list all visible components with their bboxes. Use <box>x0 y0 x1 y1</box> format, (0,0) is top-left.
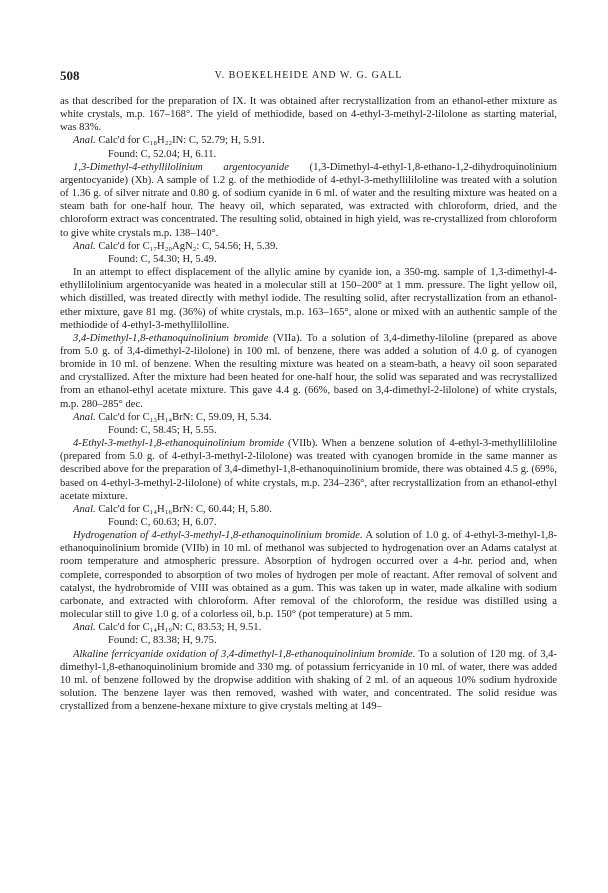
procedure-title: 4-Ethyl-3-methyl-1,8-ethanoquinolinium bromide <box>73 438 285 450</box>
analysis-calc: Anal. Calc'd for C₁₄H₁₆BrN: C, 60.44; H, 5.80. <box>73 503 272 515</box>
analysis-found: Found: C, 54.30; H, 5.49. <box>108 253 217 265</box>
analysis-calc: Anal. Calc'd for C₁₇H₂₀AgN₂: C, 54.56; H, 5.39. <box>73 240 278 252</box>
analysis-found: Found: C, 52.04; H, 6.11. <box>108 148 217 160</box>
analysis-found: Found: C, 58.45; H, 5.55. <box>108 424 217 436</box>
analysis-found: Found: C, 60.63; H, 6.07. <box>108 517 217 528</box>
body-text <box>60 95 557 713</box>
procedure-title: Hydrogenation of 4-ethyl-3-methyl-1,8-ethanoquinolinium bromide. <box>73 530 363 542</box>
procedure-paragraph: 3,4-Dimethyl-1,8-ethanoquinolinium bromide (VIIa). To a solution of 3,4-dimethy-liloline (prepared as above from 5.0 g. of 3,4-dimethyl-2-lilolone) in 100 ml. of benzene, there was added a solution of 4.0 g. of cyanogen bromide in 10 ml. of benzene. When the resulting mixture was heated on a steam-bath, a heavy oil soon separated and crystallized. After the mixture had been heated for one-half hour, the solid was separated and was recrystallized from an ethanol-ethyl acetate mixture. This gave 4.4 g. (66%, based on 3,4-dimethyl-2-lilolone) of white crystals, m.p. 280–285° dec. <box>60 332 557 410</box>
running-head: V. BOEKELHEIDE AND W. G. GALL <box>214 70 403 81</box>
analysis-found: Found: C, 83.38; H, 9.75. <box>108 635 217 647</box>
paragraph-continued: as that described for the preparation of IX. It was obtained after recrystallization from an ethanol-ether mixture as white crystals, m.p. 167–168°. The yield of methiodide, based on 4-ethyl-3-methyl-2-lilolone as starting material, was 83%. <box>60 96 557 134</box>
analysis-calc: Anal. Calc'd for C₁₈H₂₂IN: C, 52.79; H, 5.91. <box>73 135 265 147</box>
procedure-paragraph: 1,3-Dimethyl-4-ethyllilolinium argentocyanide (1,3-Dimethyl-4-ethyl-1,8-ethano-1,2-dihydroquinolinium argentocyanide) (Xb). A sample of 1.2 g. of the methiodide of 4-ethyl-3-methyllililoline was treated with a solution of 1.36 g. of silver nitrate and 0.80 g. of sodium cyanide in 6 ml. of water and the resulting mixture was heated on a steam bath for one-half hour. The heavy oil, which separated, was extracted with chloroform, dried, and the chloroform extract was concentrated. The resulting solid, obtained in high yield, was re-crystallized from chloroform to give white crystals m.p. 138–140°. <box>60 161 557 239</box>
procedure-paragraph: In an attempt to effect displacement of the allylic amine by cyanide ion, a 350-mg. sample of 1,3-dimethyl-4-ethyllilolinium argentocyanide was heated in a molecular still at 150–200° at 1 mm. pressure. The light yellow oil, which distilled, was treated directly with methyl iodide. The resulting solid, after recrystallization from an ethanol-ether mixture, gave 81 mg. (36%) of white crystals, m.p. 163–165°, alone or mixed with an authentic sample of the methiodide of 4-ethyl-3-methyllilolline. <box>60 267 557 331</box>
page-header <box>60 69 557 83</box>
procedure-title: 3,4-Dimethyl-1,8-ethanoquinolinium bromide <box>73 332 269 344</box>
procedure-title: 1,3-Dimethyl-4-ethyllilolinium argentocyanide <box>73 161 289 173</box>
procedure-paragraph: Hydrogenation of 4-ethyl-3-methyl-1,8-ethanoquinolinium bromide. A solution of 1.0 g. of 4-ethyl-3-methyl-1,8-ethanoquinolinium bromide (VIIb) in 10 ml. of methanol was subjected to hydrogenation over an Adams catalyst at room temperature and atmospheric pressure. Absorption of hydrogen occurred over a 4-hr. period and, when complete, corresponded to absorption of two moles of hydrogen per mole of reactant. After removal of solvent and catalyst, the hydrobromide of VIII was obtained as a gum. This was taken up in water, made alkaline with sodium carbonate, and extracted with chloroform. After removal of the chloroform, the residue was distilled using a molecular still to give 1.0 g. of a colorless oil, b.p. 150° (pot temperature) at 5 mm. <box>60 530 558 621</box>
page-number: 508 <box>60 68 80 83</box>
procedure-paragraph: Alkaline ferricyanide oxidation of 3,4-dimethyl-1,8-ethanoquinolinium bromide. To a solution of 120 mg. of 3,4-dimethyl-1,8-ethanoquinolinium bromide and 330 mg. of potassium ferricyanide in 10 ml. of water, there was added 10 ml. of benzene followed by the dropwise addition with shaking of 2 ml. of an aqueous 10% sodium hydroxide solution. The benzene layer was then removed, washed with water, and concentrated. The solid residue was crystallized from a benzene-hexane mixture to give crystals melting at 149– <box>60 648 557 713</box>
procedure-paragraph: 4-Ethyl-3-methyl-1,8-ethanoquinolinium bromide (VIIb). When a benzene solution of 4-ethyl-3-methyllililoline (prepared from 5.0 g. of 4-ethyl-3-methyl-2-lilolone) was treated with cyanogen bromide in the same manner as described above for the preparation of 3,4-dimethyl-1,8-ethanoquinolinium bromide, there was obtained 4.5 g. (69%, based on 4-ethyl-3-methyl-2-lilolone) of white crystals, m.p. 234–236°, after recrystallization from an ethanol-ethyl acetate mixture. <box>60 438 557 502</box>
analysis-calc: Anal. Calc'd for C₁₃H₁₄BrN: C, 59.09, H, 5.34. <box>73 411 272 423</box>
procedure-title: Alkaline ferricyanide oxidation of 3,4-dimethyl-1,8-ethanoquinolinium bromide. <box>73 648 416 660</box>
analysis-calc: Anal. Calc'd for C₁₄H₁₉N: C, 83.53; H, 9.51. <box>73 622 262 634</box>
